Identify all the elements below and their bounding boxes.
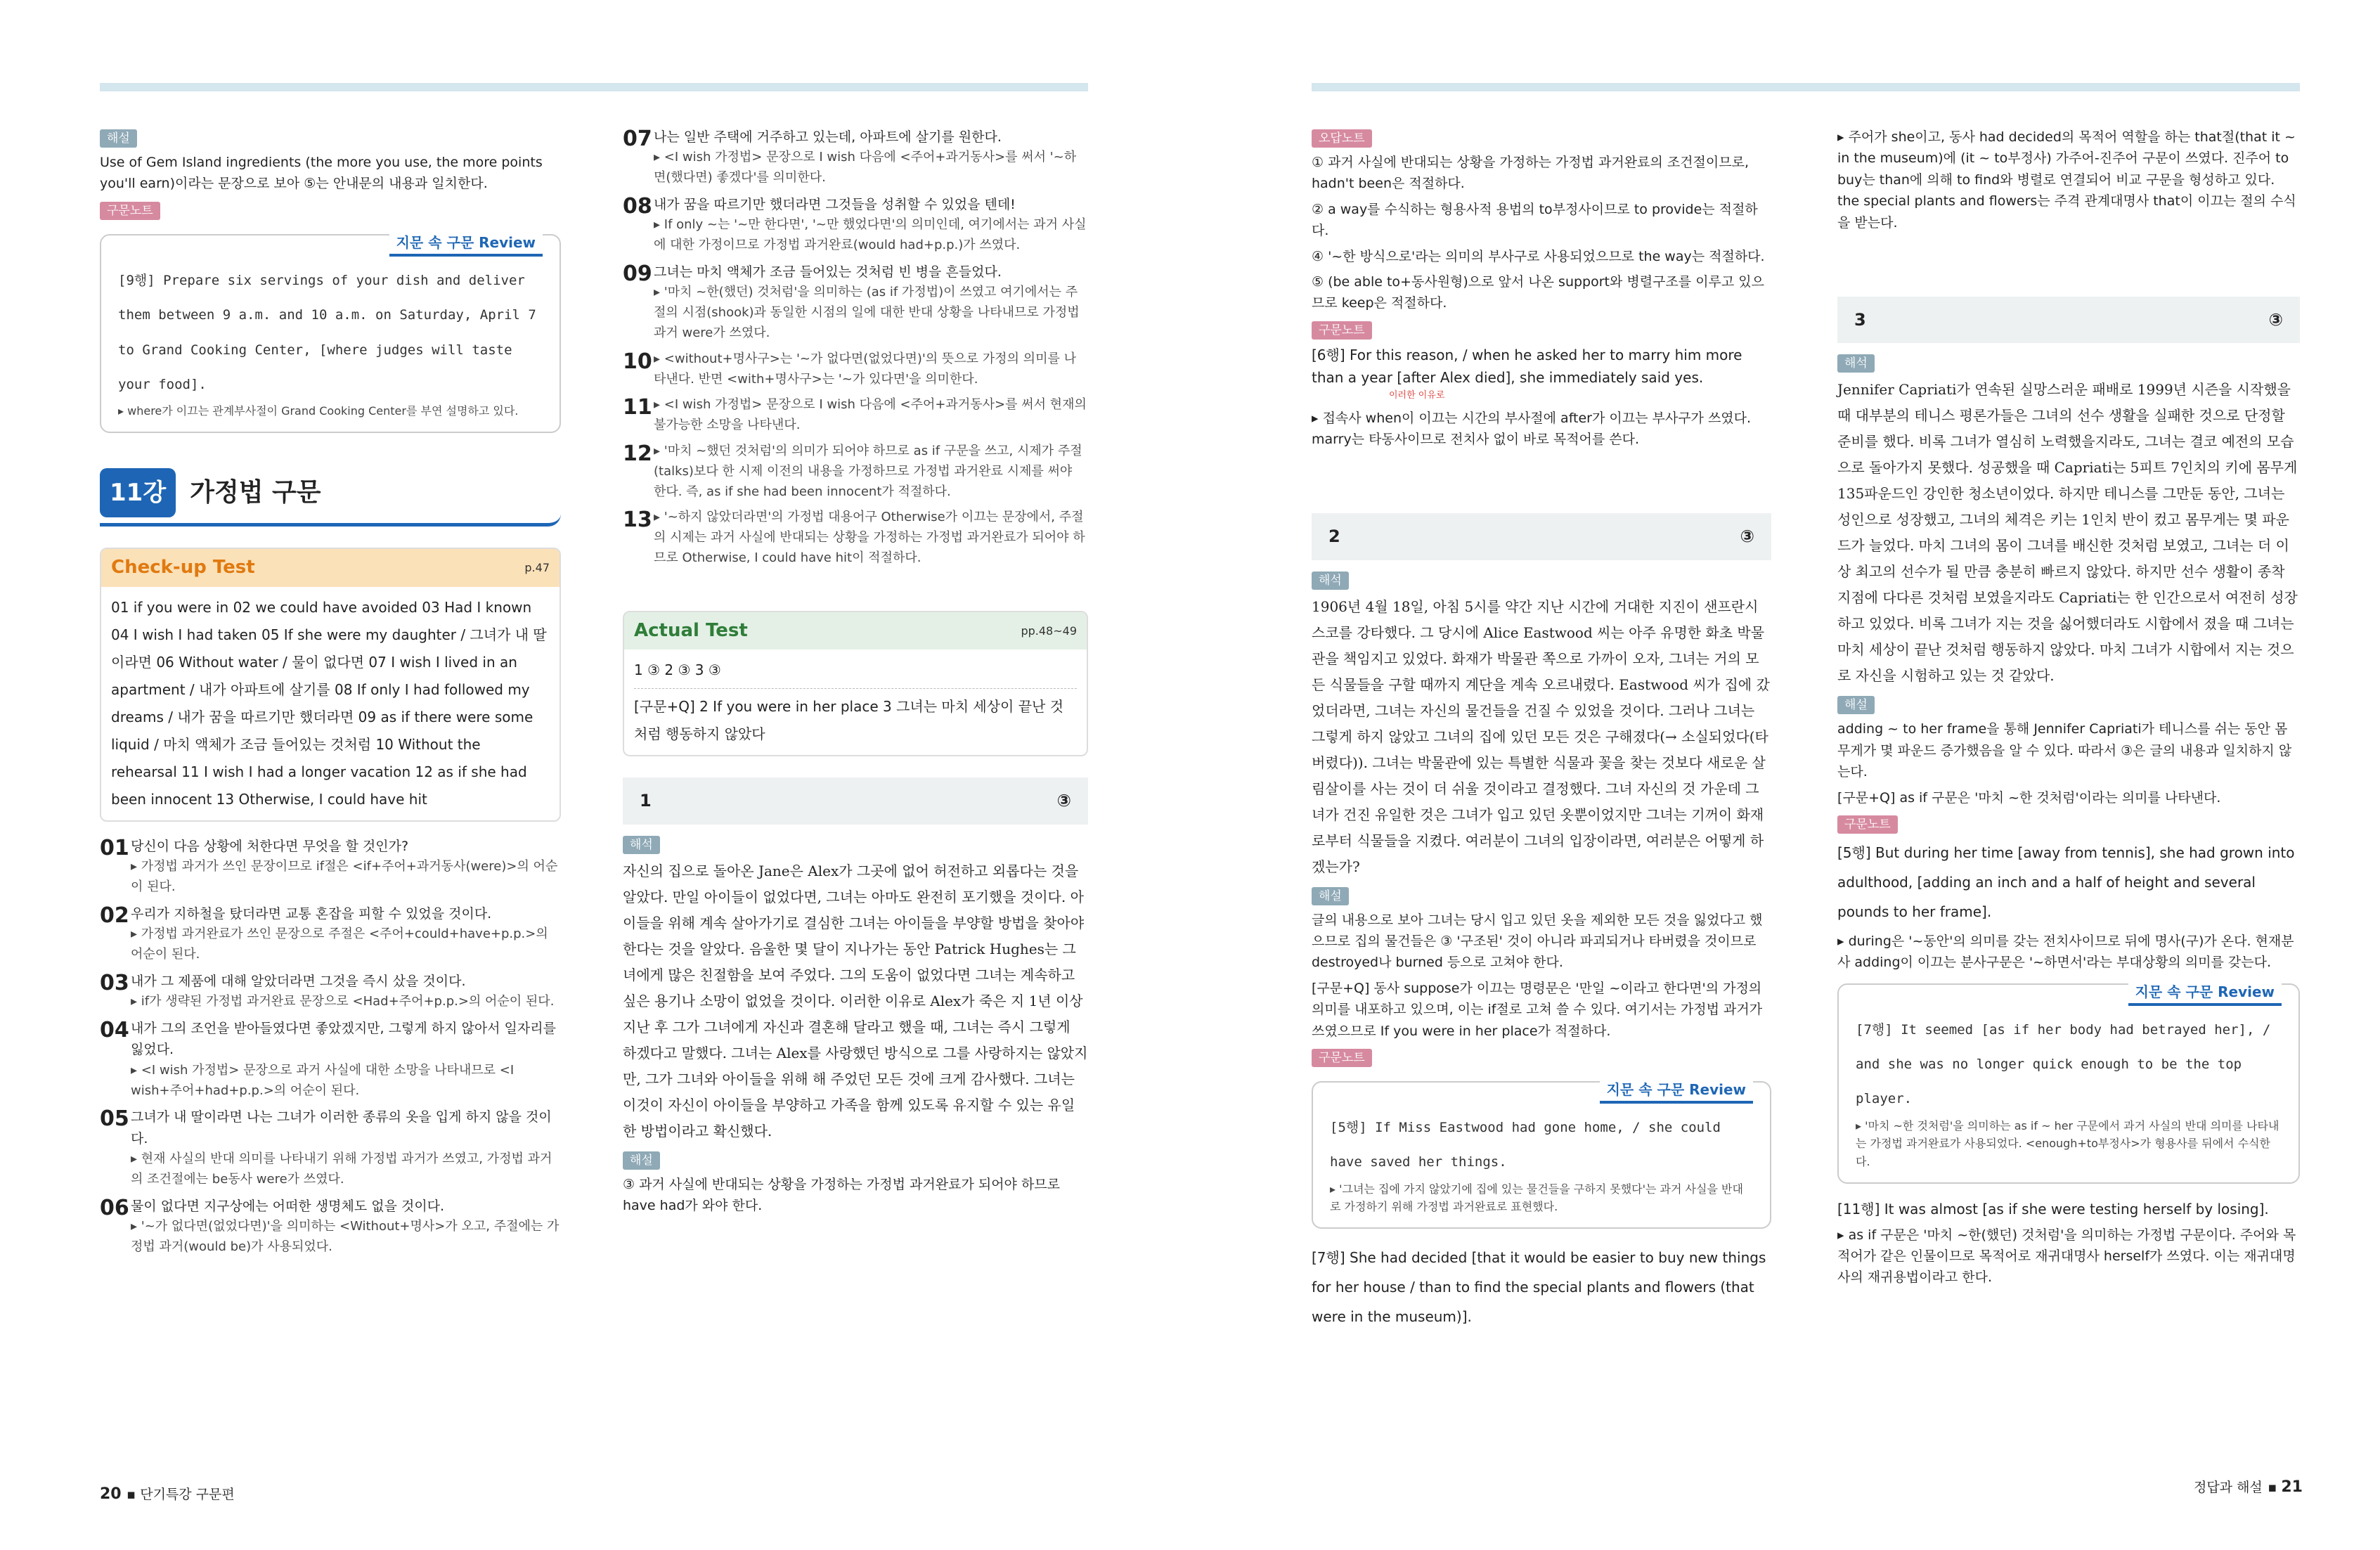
section-3-explanation: adding ~ to her frame을 통해 Jennifer Capriati가 테니스를 쉬는 동안 몸무게가 몇 파운드 증가했음을 알 수 있다. 따라서 ③은 글의 내용과 일치하지 않는다. [1837,721,2292,780]
review-sentence: [5행] If Miss Eastwood had gone home, / she could have saved her things. [1330,1120,1721,1170]
actual-body [624,650,1087,755]
section-2-answer: ③ [1740,527,1754,547]
item-number: 02 [100,903,129,928]
item-explanation: ▸ '~하지 않았더라면'의 가정법 대용어구 Otherwise가 이끄는 문장에서, 주절의 시제는 과거 사실에 반대되는 상황을 가정하는 가정법 과거완료가 되어야 하므로 Otherwise, I could have hit이 적절하다. [654,508,1088,568]
left-col-1 [100,127,561,1263]
page-number-left: 20 [100,1485,122,1503]
review-title: 지문 속 구문 Review [1600,1078,1753,1104]
item-translation: 당신이 다음 상황에 처한다면 무엇을 할 것인가? [131,838,409,854]
wrong-note-item: ② a way를 수식하는 형용사적 용법의 to부정사이므로 to provide는 적절하다. [1312,201,1758,239]
item-explanation: ▸ '~가 없다면(없었다면)'을 의미하는 <Without+명사>가 오고, 주절에는 가정법 과거(would be)가 사용되었다. [131,1217,561,1258]
actual-title: Actual Test [634,619,748,641]
wrong-note-tag: 오답노트 [1312,129,1372,148]
review-box [1312,1081,1771,1229]
review-box [1837,983,2300,1184]
numbered-item [100,1196,561,1258]
checkup-test-box [100,548,561,822]
review-title: 지문 속 구문 Review [2128,981,2282,1006]
section-3-translation: Jennifer Capriati가 연속된 실망스러운 패배로 1999년 시즌을 시작했을 때 대부분의 테니스 평론가들은 그녀의 선수 생활을 실패한 것으로 단정할 준비를 했다. 비록 그녀가 열심히 노력했을지라도, 그녀는 결코 예전의 모습으로 돌아가지 못했다. 성공했을 때 Capriati는 5피트 7인치의 키에 몸무게 135파운드인 강인한 청소년이었다. 하지만 테니스를 그만둔 동안, 그녀는 성인으로 성장했고, 그녀의 체격은 키는 1인치 반이 컸고 몸무게는 몇 파운드가 늘었다. 마치 그녀의 몸이 그녀를 배신한 것처럼 보였고, 그녀는 더 이상 최고의 선수가 될 만큼 충분히 빠르지 않았다. 하지만 선수 생활이 종착 지점에 다다른 것처럼 보였을지라도 Capriati는 한 인간으로서 여전히 성장하고 있었다. 비록 그녀가 지는 것을 싫어했더라도 시합에서 졌을 때 그녀는 마치 세상이 끝난 것처럼 행동하지 않았다. 마치 그녀가 시합에서 지는 것으로 자신을 시험하고 있는 것 같았다. [1837,381,2298,685]
section-2-translation: 1906년 4월 18일, 아침 5시를 약간 지난 시간에 거대한 지진이 샌프란시스코를 강타했다. 그 당시에 Alice Eastwood 씨는 아주 유명한 화초 박물관을 책임지고 있었다. 화재가 박물관 쪽으로 가까이 오자, 그녀는 거의 모든 식물들을 구할 때까지 계단을 계속 오르내렸다. Eastwood 씨가 집에 갔었더라면, 그녀는 자신의 물건들을 건질 수 있었을 것이다. 그러나 그녀는 그렇게 하지 않았고 그녀의 집에 있던 모든 것은 구해졌다(→ 소실되었다(타버렸다)). 그녀는 박물관에 있는 특별한 식물과 꽃을 찾는 것보다 새로운 살림살이를 사는 것이 더 쉬울 것이라고 결정했다. 그녀 자신의 것 가운데 그녀가 건진 유일한 것은 그녀가 입고 있던 옷뿐이었지만 그녀는 기꺼이 화재로부터 식물들을 지켰다. 여러분이 그녀의 입장이라면, 여러분은 어떻게 하겠는가? [1312,598,1770,875]
explanation-text: Use of Gem Island ingredients (the more you use, the more points you'll earn)이라는 문장으로 보아 ⑤는 안내문의 내용과 일치한다. [100,155,543,192]
item-explanation: ▸ 가정법 과거완료가 쓰인 문장으로 주절은 <주어+could+have+p.p.>의 어순이 된다. [131,924,561,965]
note-5: [5행] But during her time [away from tennis], she had grown into adulthood, [adding an inch and a half of height and several pounds to her frame]. [1837,844,2295,920]
item-explanation: ▸ if가 생략된 가정법 과거완료 문장으로 <Had+주어+p.p.>의 어순이 된다. [131,992,561,1012]
actual-page: pp.48~49 [1021,624,1077,638]
section-3-q: [구문+Q] as if 구문은 '마치 ~한 것처럼'이라는 의미를 나타낸다. [1837,789,2221,806]
footer-right: 정답과 해설 ▪ 21 [2193,1478,2303,1496]
item-body [131,1196,561,1258]
item-number: 05 [100,1106,129,1132]
gumun-note-tag: 구문노트 [100,202,160,220]
item-translation: 내가 그의 조언을 받아들였다면 좋았겠지만, 그렇게 하지 않아서 일자리를 잃었다. [131,1021,556,1058]
gumun-note-tag: 구문노트 [1312,1049,1372,1067]
item-number: 11 [623,395,652,420]
section-2-head [1312,513,1771,560]
numbered-item [100,1018,561,1101]
numbered-item [623,127,1088,188]
item-explanation: ▸ '마치 ~했던 것처럼'의 의미가 되어야 하므로 as if 구문을 쓰고, 시제가 주절(talks)보다 한 시제 이전의 내용을 가정하므로 가정법 과거완료 시제를 써야 한다. 즉, as if she had been innocent가 적절하다. [654,441,1088,502]
wrong-note-list [1312,152,1771,314]
section-1-translation: 자신의 집으로 돌아온 Jane은 Alex가 그곳에 없어 허전하고 외롭다는 것을 알았다. 만일 아이들이 없었다면, 그녀는 아마도 완전히 포기했을 것이다. 아이들을 위해 계속 살아가기로 결심한 그녀는 아이들을 부양할 방법을 찾아야 한다는 것을 알았다. 음울한 몇 달이 지나가는 동안 Patrick Hughes는 그녀에게 많은 친절함을 보여 주었다. 그의 도움이 없었다면 그녀는 계속하고 싶은 용기나 소망이 없었을 것이다. 이러한 이유로 Alex가 죽은 지 1년 이상 지난 후 그가 그녀에게 자신과 결혼해 달라고 했을 때, 그녀는 즉시 그렇게 하겠다고 말했다. 그녀는 Alex를 사랑했던 방식으로 그를 사랑하지는 않았지만, 그가 그녀와 아이들을 위해 해 주었던 모든 것에 크게 감사했다. 그녀는 이것이 자신이 아이들을 부양하고 가족을 함께 있도록 유지할 수 있는 유일한 방법이라고 확신했다. [623,862,1088,1139]
item-number: 07 [623,127,652,151]
item-explanation: ▸ <I wish 가정법> 문장으로 I wish 다음에 <주어+과거동사>를 써서 현재의 불가능한 소망을 나타낸다. [654,395,1088,436]
section-1-explanation: ③ 과거 사실에 반대되는 상황을 가정하는 가정법 과거완료가 되어야 하므로 have had가 와야 한다. [623,1176,1061,1214]
section-2-num: 2 [1328,527,1340,547]
item-body [654,194,1088,256]
footer-left-label: 단기특강 구문편 [140,1487,235,1502]
haeseok-tag: 해석 [1312,571,1349,590]
item-body [654,349,1088,390]
item-explanation: ▸ '마치 ~한(했던) 것처럼'을 의미하는 (as if 가정법)이 쓰였고 여기에서는 주절의 시점(shook)과 동일한 시점의 일에 대한 반대 상황을 나타내므로 가정법 과거 were가 쓰였다. [654,283,1088,343]
wrong-note-item: ① 과거 사실에 반대되는 상황을 가정하는 가정법 과거완료의 조건절이므로, hadn't been은 적절하다. [1312,155,1750,192]
numbered-item [100,1106,561,1189]
item-number: 13 [623,508,652,533]
chapter-name: 가정법 구문 [190,478,321,508]
item-translation: 물이 없다면 지구상에는 어떠한 생명체도 없을 것이다. [131,1198,445,1214]
item-body [654,261,1088,344]
item-body [654,441,1088,502]
numbered-item [100,903,561,965]
left-col-2 [623,127,1088,1220]
note-11-expl: ▸ as if 구문은 '마치 ~한(했던) 것처럼'을 의미하는 가정법 구문이다. 주어와 목적어가 같은 인물이므로 목적어로 재귀대명사 herself가 쓰였다. 이는 재귀대명사의 재귀용법이라고 한다. [1837,1225,2300,1289]
wrong-note-item: ⑤ (be able to+동사원형)으로 앞서 나온 support와 병렬구조를 이루고 있으므로 keep은 적절하다. [1312,273,1765,311]
section-3-answer: ③ [2268,309,2283,330]
note-7-expl: ▸ 주어가 she이고, 동사 had decided의 목적어 역할을 하는 that절(that it ~ in the museum)에 (it ~ to부정사) 가주어-진주어 구문이 쓰였다. 진주어 to buy는 than에 의해 to find와 병렬로 연결되어 비교 구문을 형성하고 있다. the special plants and flowers는 주격 관계대명사 that이 이끄는 절의 수식을 받는다. [1837,127,2300,233]
item-explanation: ▸ If only ~는 '~만 한다면', '~만 했었다면'의 의미인데, 여기에서는 과거 사실에 대한 가정이므로 가정법 과거완료(would had+p.p.)가 쓰였다. [654,215,1088,256]
item-explanation: ▸ <without+명사구>는 '~가 없다면(없었다면)'의 뜻으로 가정의 의미를 나타낸다. 반면 <with+명사구>는 '~가 있다면'을 의미한다. [654,349,1088,390]
review-box [100,234,561,433]
note-6-expl: ▸ 접속사 when이 이끄는 시간의 부사절에 after가 이끄는 부사구가 쓰였다. marry는 타동사이므로 전치사 없이 바로 목적어를 쓴다. [1312,408,1771,451]
section-1-answer: ③ [1056,791,1071,811]
item-body [654,395,1088,436]
numbered-item [623,194,1088,256]
item-body [131,1106,561,1189]
numbered-item [100,836,561,898]
actual-answers: 1 ③ 2 ③ 3 ③ [634,661,721,679]
right-col-2 [1837,127,2300,1293]
haeseol-tag: 해설 [1312,887,1349,905]
numbered-item [623,349,1088,390]
section-3-num: 3 [1854,309,1866,330]
review-title: 지문 속 구문 Review [389,231,543,257]
item-translation: 우리가 지하철을 탔더라면 교통 혼잡을 피할 수 있었을 것이다. [131,905,492,922]
actual-q: [구문+Q] 2 If you were in her place 3 그녀는 마치 세상이 끝난 것처럼 행동하지 않았다 [634,688,1077,748]
chapter-number: 11강 [100,468,176,517]
item-body [131,971,561,1012]
note-6: [6행] For this reason, / when he asked her to marry him more than a year [after Alex died], she immediately said yes. [1312,346,1742,386]
review-sentence: [7행] It seemed [as if her body had betrayed her], / and she was no longer quick enough to be the top player. [1856,1021,2271,1107]
item-translation: 내가 그 제품에 대해 알았더라면 그것을 즉시 샀을 것이다. [131,973,466,989]
item-number: 03 [100,970,129,995]
gumun-note-tag: 구문노트 [1312,321,1372,340]
item-number: 09 [623,261,652,286]
chapter-title [100,468,561,527]
item-translation: 나는 일반 주택에 거주하고 있는데, 아파트에 살기를 원한다. [654,129,1002,145]
numbered-item [623,395,1088,436]
note-11: [11행] It was almost [as if she were testing herself by losing]. [1837,1200,2269,1218]
numbered-item [623,261,1088,344]
item-explanation: ▸ 가정법 과거가 쓰인 문장이므로 if절은 <if+주어+과거동사(were)>의 어순이 된다. [131,857,561,898]
review-note: ▸ '그녀는 집에 가지 않았기에 집에 있는 물건들을 구하지 못했다'는 과거 사실을 반대로 가정하기 위해 가정법 과거완료로 표현했다. [1330,1180,1753,1216]
item-list-2 [623,127,1088,569]
top-rule-left [100,83,1088,91]
numbered-item [623,441,1088,502]
top-rule-right [1312,83,2300,91]
actual-header [624,612,1087,650]
numbered-item [100,971,561,1012]
right-col-1 [1312,127,1771,1336]
haeseok-tag: 해석 [1837,354,1875,373]
checkup-answers: 01 if you were in 02 we could have avoided 03 Had I known 04 I wish I had taken 05 If she were my daughter / 그녀가 내 딸이라면 06 Without water / 물이 없다면 07 I wish I lived in an apartment / 내가 아파트에 살기를 08 If only I had followed my dreams / 내가 꿈을 따르기만 했더라면 09 as if there were some liquid / 마치 액체가 조금 들어있는 것처럼 10 Without the rehearsal 11 I wish I had a longer vacation 12 as if she had been innocent 13 Otherwise, I could have hit [111,598,547,808]
item-body [131,1018,561,1101]
haeseol-tag: 해설 [623,1151,660,1170]
section-3-head [1837,297,2300,343]
haeseol-tag: 해설 [1837,696,1875,714]
review-note: ▸ where가 이끄는 관계부사절이 Grand Cooking Center를 부연 설명하고 있다. [118,402,543,420]
footer-left: 20 ▪ 단기특강 구문편 [100,1485,235,1503]
checkup-page: p.47 [524,561,550,575]
footer-right-label: 정답과 해설 [2193,1480,2263,1495]
item-number: 10 [623,349,652,374]
item-number: 01 [100,835,129,860]
item-explanation: ▸ <I wish 가정법> 문장으로 I wish 다음에 <주어+과거동사>를 써서 '~하면(했다면) 좋겠다'를 의미한다. [654,148,1088,188]
review-sentence: [9행] Prepare six servings of your dish and deliver them between 9 a.m. and 10 a.m. on Saturday, April 7 to Grand Cooking Center, [where judges will taste your food]. [118,272,536,392]
item-explanation: ▸ 현재 사실의 반대 의미를 나타내기 위해 가정법 과거가 쓰였고, 가정법 과거의 조건절에는 be동사 were가 쓰였다. [131,1149,561,1190]
item-number: 12 [623,441,652,466]
item-number: 04 [100,1018,129,1043]
item-number: 08 [623,193,652,219]
item-body [654,508,1088,568]
note-6-sub: 이러한 이유로 [1389,389,1445,401]
item-translation: 그녀는 마치 액체가 조금 들어있는 것처럼 빈 병을 흔들었다. [654,264,1002,280]
wrong-note-item: ④ '~한 방식으로'라는 의미의 부사구로 사용되었으므로 the way는 적절하다. [1312,248,1765,264]
section-1-num: 1 [640,791,652,811]
section-2-explanation: 글의 내용으로 보아 그녀는 당시 입고 있던 옷을 제외한 모든 것을 잃었다고 했으므로 집의 물건들은 ③ '구조된' 것이 아니라 파괴되거나 타버렸을 것이므로 destroyed나 burned 등으로 고쳐야 한다. [1312,912,1763,971]
section-1-head [623,777,1088,824]
section-2-q: [구문+Q] 동사 suppose가 이끄는 명령문은 '만일 ~이라고 한다면'의 가정의 의미를 내포하고 있으며, 이는 if절로 고쳐 쓸 수 있다. 여기서는 가정법 과거가 쓰였으므로 If you were in her place가 적절하다. [1312,980,1763,1039]
item-list-1 [100,836,561,1258]
checkup-title: Check-up Test [111,557,255,579]
numbered-item [623,508,1088,568]
note-7: [7행] She had decided [that it would be easier to buy new things for her house / than to find the special plants and flowers (that were in the museum)]. [1312,1249,1766,1326]
item-body [131,836,561,898]
item-translation: 그녀가 내 딸이라면 나는 그녀가 이러한 종류의 옷을 입게 하지 않을 것이다. [131,1109,552,1147]
item-number: 06 [100,1195,129,1220]
item-body [131,903,561,965]
review-note: ▸ '마치 ~한 것처럼'을 의미하는 as if ~ her 구문에서 과거 사실의 반대 의미를 나타내는 가정법 과거완료가 사용되었다. <enough+to부정사>가 형용사를 뒤에서 수식한다. [1856,1117,2282,1171]
item-explanation: ▸ <I wish 가정법> 문장으로 과거 사실에 대한 소망을 나타내므로 <I wish+주어+had+p.p.>의 어순이 된다. [131,1061,561,1102]
gumun-note-tag: 구문노트 [1837,815,1898,834]
item-body [654,127,1088,188]
haeseol-tag: 해설 [100,129,137,148]
note-5-expl: ▸ during은 '~동안'의 의미를 갖는 전치사이므로 뒤에 명사(구)가 온다. 현재분사 adding이 이끄는 분사구문은 '~하면서'라는 부대상황의 의미를 갖는다. [1837,931,2300,974]
haeseok-tag: 해석 [623,836,660,854]
checkup-header [101,549,560,587]
actual-test-box [623,611,1088,757]
item-translation: 내가 꿈을 따르기만 했더라면 그것들을 성취할 수 있었을 텐데! [654,196,1016,212]
page-number-right: 21 [2281,1478,2303,1496]
